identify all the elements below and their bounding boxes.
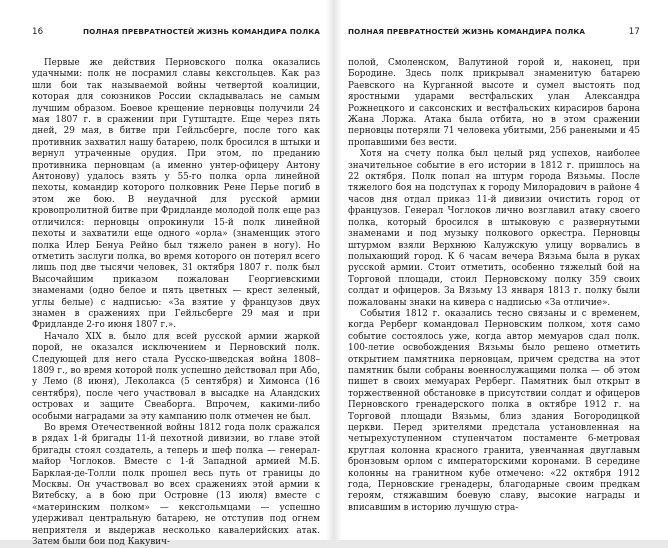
- left-body-text: [32, 58, 320, 548]
- right-page: [334, 0, 668, 540]
- right-paragraph-1: полой, Смоленском, Валутиной горой и, наконец, при Бородине. Здесь полк прикрывал знаменитую батарею Раевского на Курганной высоте и сумел выстоять под яростными ударами вестфальских улан Александра Рожнецкого и саксонских и вестфальских кирасиров барона Жана Лоржа. Атака была отбита, но в этом сражении перновцы потеряли 71 человека убитыми, 256 ранеными и 45 пропавшими без вести.: [348, 58, 640, 148]
- left-running-header: [32, 27, 320, 41]
- book-gutter-shadow: [326, 0, 342, 540]
- right-paragraph-2: Хотя на счету полка был целый ряд успехов, наиболее значительное событие в его истории в 1812 г. пришлось на 22 октября. Полк попал на штурм города Вязьмы. После тяжелого боя на подступах к городу Милорадович в районе 4 часов дня отдал приказ 11-й дивизии очистить город от французов. Генерал Чоглоков лично возглавил атаку своего полка, который бросился в штыковую с развернутыми знаменами и под музыку полкового оркестра. Перновцы штурмом взяли Верхнюю Калужскую улицу ворвались в полыхающий город. К 6 часам вечера Вязьма была в руках русской армии. Стоит отметить, особенно тяжелый бой на Торговой площади, стоил Перновскому полку 359 своих солдат и офицеров. За Вязьму 13 января 1813 г. полку были пожалованы знаки на кивера с надписью «За отличие».: [348, 149, 640, 308]
- left-paragraph-3: Во время Отечественной войны 1812 года полк сражался в рядах 1-й бригады 11-й пехотной дивизии, во главе этой бригады стоял создатель, а теперь и шеф полка — генерал-майор Чоглоков. Вместе с 1-й Западной армией М.Б. Барклая-де-Толли полк прошел весь путь от границы до Москвы. Он участвовал во всех сражениях этой армии к Витебску, а в бою при Островне (13 июля) вместе с «материнским полком» — кексгольмцами — успешно удерживал центральную батарею, не отступив под огнем неприятеля и выдержав несколько кавалерийских атак. Затем были бои под Какувич-: [32, 423, 320, 548]
- left-paragraph-1: Первые же действия Перновского полка оказались удачными: полк не посрамил славы кексгольцев. Как раз шли бои так называемой войны четвертой коалиции, которая для союзников России складывалась не самым лучшим образом. Боевое крещение перновцы получили 24 мая 1807 г. в сражении при Гутштадте. Еще через пять дней, 29 мая, в битве при Гейльсберге, после того как противник захватил нашу батарею, полк бросился в штыки и вернул утраченные орудия. При этом, по преданию противника перновцам (а именно унтер-офицеру Антону Антонову) удалось взять у 55-го полка орла линейной пехоты, командир которого полковник Рене Перье погиб в этом же бою. В неудачной для русской армии кровопролитной битве при Фридланде молодой полк еще раз отличился: перновцы опрокинули 15-й полк линейной пехоты и захватили еще одного «орла» (знаменщик этого полка Илер Бенуа Рейно был тяжело ранен в ногу). Но отметить заслуги полка, во время которого он потерял всего лишь под две тысячи человек, 31 октября 1807 г. полк был Высочайшим приказом пожалован Георгиевскими знаменами (одно белое и пять цветных — крест зеленый, углы белые) с надписью: «За взятие у французов двух знамен в сражениях при Гейльсберге 29 мая и при Фридланде 2-го июня 1807 г.».: [32, 58, 320, 331]
- right-body-text: [348, 58, 640, 514]
- right-paragraph-3: События 1812 г. оказались тесно связаны и с временем, когда Рерберг командовал Перновским полком, хотя само событие состоялось уже, когда автор мемуаров сдал полк. 100-летие освобождения Вязьмы было решено отметить открытием памятника перновцам, причем средства на этот памятник были собраны военнослужащими полка — об этом пишет в своих мемуарах Рерберг. Памятник был открыт в торжественной обстановке в присутствии солдат и офицеров Перновского гренадерского полка в октябре 1912 г. на Торговой площади Вязьмы, близ здания Богородицкой церкви. Перед зрителями предстала установленная на четырехуступенном ступенчатом постаменте 6-метровая круглая колонна красного гранита, увенчанная двуглавым бронзовым орлом с императорскими коронами. В середине колонны на гранитном кубе отмечено: «22 октября 1912 года, Перновские гренадеры, благодарные своим предкам героям, стяжавшим боевую славу, высокие награды и вписавшим в историю лучшую стра-: [348, 308, 640, 513]
- left-running-title: ПОЛНАЯ ПРЕВРАТНОСТЕЙ ЖИЗНЬ КОМАНДИРА ПОЛКА: [82, 27, 320, 36]
- right-running-title: ПОЛНАЯ ПРЕВРАТНОСТЕЙ ЖИЗНЬ КОМАНДИРА ПОЛКА: [348, 27, 586, 36]
- right-running-header: [348, 27, 640, 41]
- right-page-number: 17: [628, 27, 640, 37]
- left-paragraph-2: Начало XIX в. было для всей русской армии жаркой порой, не оказался исключением и Перновский полк. Следующей для него стала Русско-шведская война 1808–1809 г., во время которой полк успешно действовал при Або, у Лемо (8 июня), Леколакса (5 сентября) и Химонса (16 сентября), после чего участвовал в высадке на Аландских островах и защите Свеаборга. Впрочем, какими-либо особыми наградами за эту кампанию полк отмечен не был.: [32, 331, 320, 422]
- left-page-number: 16: [32, 27, 44, 37]
